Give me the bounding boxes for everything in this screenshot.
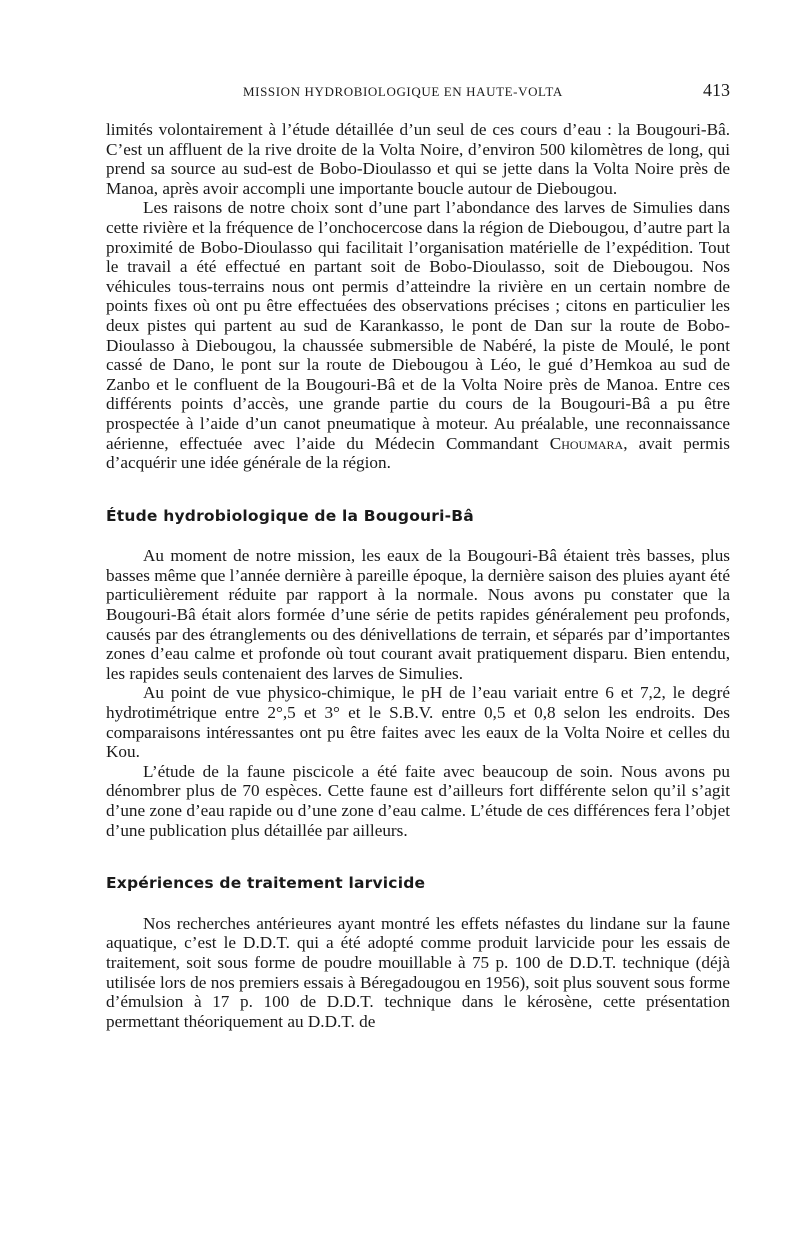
paragraph-fish-fauna: L’étude de la faune piscicole a été faite avec beaucoup de soin. Nous avons pu dénombrer plus de 70 espèces. Cette faune est d’ailleurs fort différente selon qu’il s’agit d’une zone d’eau rapide ou d’une zone d’eau calme. L’étude de ces différences fera l’objet d’une publication plus détaillée par ailleurs.	[106, 761, 730, 840]
paragraph-continued: limités volontairement à l’étude détaillée d’un seul de ces cours d’eau : la Bougouri-Bâ. C’est un affluent de la rive droite de la Volta Noire, d’environ 500 kilomètres de long, qui prend sa source au sud-est de Bobo-Dioulasso et qui se jette dans la Volta Noire près de Manoa, après avoir accompli une importante boucle autour de Diebougou.	[106, 120, 730, 198]
running-header	[0, 80, 800, 104]
paragraph-larvicide-treatment: Nos recherches antérieures ayant montré les effets néfastes du lindane sur la faune aquatique, c’est le D.D.T. qui a été adopté comme produit larvicide pour les essais de traitement, soit sous forme de poudre mouillable à 75 p. 100 de D.D.T. technique (déjà utilisée lors de nos premiers essais à Béregadougou en 1956), soit plus souvent sous forme d’émulsion à 17 p. 100 de D.D.T. technique dans le kérosène, cette présentation permettant théoriquement au D.D.T. de	[106, 913, 730, 1031]
author-name: Choumara,	[549, 433, 628, 453]
section-heading-larvicide: Expériences de traitement larvicide	[106, 874, 426, 893]
paragraph-text-end: avait permis d’acquérir une idée générale de la région.	[106, 433, 730, 473]
paragraph-choice-reasons	[106, 198, 730, 472]
paragraph-text: Les raisons de notre choix sont d’une part l’abondance des larves de Simulies dans cette rivière et la fréquence de l’onchocercose dans la région de Diebougou, d’autre part la proximité de Bobo-Dioulasso qui facilitait l’organisation matérielle de l’expédition. Tout le travail a été effectué en partant soit de Bobo-Dioulasso, soit de Diebougou. Nos véhicules tous-terrains nous ont permis d’atteindre la rivière en un certain nombre de points fixes où ont pu être effectuées des observations précises ; citons en particulier les deux pistes qui partent au sud de Karankasso, le pont de Dan sur la route de Bobo-Dioulasso à Diebougou, la chaussée submersible de Nabéré, la piste de Moulé, le pont cassé de Dano, le pont sur la route de Diebougou à Léo, le gué d’Hemkoa au sud de Zanbo et le confluent de la Bougouri-Bâ et de la Volta Noire près de Manoa. Entre ces différents points d’accès, une grande partie du cours de la Bougouri-Bâ a pu être prospectée à l’aide d’un canot pneumatique à moteur. Au préalable, une reconnaissance aérienne, effectuée avec l’aide du Médecin Commandant	[106, 198, 730, 453]
paragraph-physicochemistry: Au point de vue physico-chimique, le pH de l’eau variait entre 6 et 7,2, le degré hydrotimétrique entre 2°,5 et 3° et le S.B.V. entre 0,5 et 0,8 selon les endroits. Des comparaisons intéressantes ont pu être faites avec les eaux de la Volta Noire et celles du Kou.	[106, 683, 730, 762]
paragraph-water-levels: Au moment de notre mission, les eaux de la Bougouri-Bâ étaient très basses, plus basses même que l’année dernière à pareille époque, la dernière saison des pluies ayant été particulièrement réduite par rapport à la normale. Nous avons pu constater que la Bougouri-Bâ était alors formée d’une série de petits rapides généralement peu profonds, causés par des étranglements ou des dénivellations de terrain, et séparés par d’importantes zones d’eau calme et profonde où tout courant avait pratiquement disparu. Bien entendu, les rapides seuls contenaient des larves de Simulies.	[106, 546, 730, 683]
section-heading-hydrobiology: Étude hydrobiologique de la Bougouri-Bâ	[106, 506, 474, 525]
page-number: 413	[703, 80, 730, 100]
running-title: MISSION HYDROBIOLOGIQUE EN HAUTE-VOLTA	[243, 84, 563, 99]
body-text	[106, 120, 730, 1031]
